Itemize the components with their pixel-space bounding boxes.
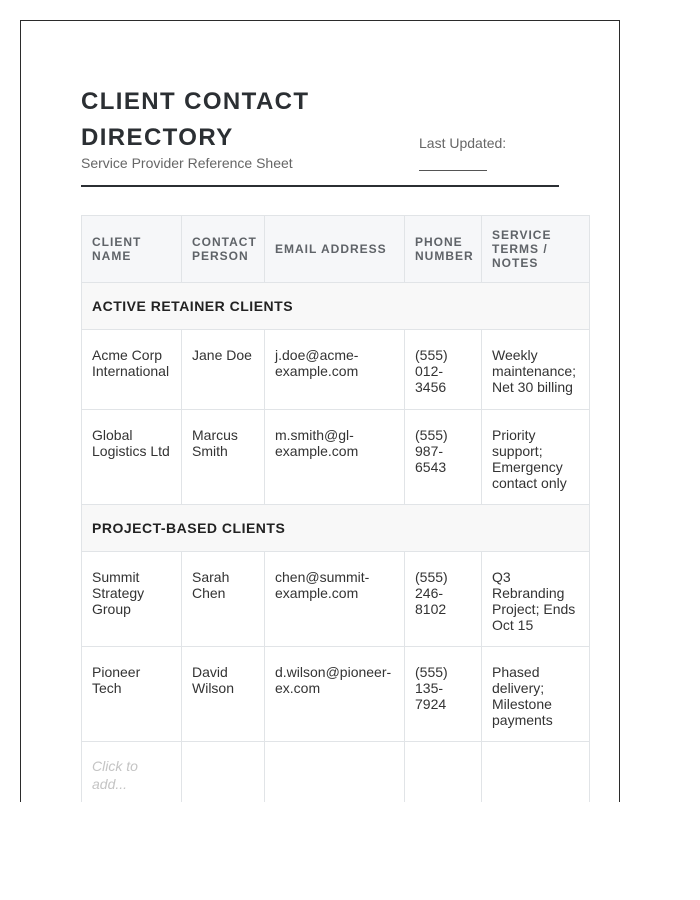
client-directory-table [81,215,590,802]
cell-notes[interactable]: Phased delivery; Milestone payments [482,647,590,742]
add-row-placeholder[interactable]: Click to add... [92,758,138,792]
cell-notes[interactable]: Weekly maintenance; Net 30 billing [482,330,590,410]
empty-cell[interactable] [405,742,482,803]
cell-notes[interactable]: Q3 Rebranding Project; Ends Oct 15 [482,552,590,647]
table-header-row [82,216,590,283]
empty-cell[interactable] [265,742,405,803]
cell-email[interactable]: m.smith@gl-example.com [265,410,405,505]
table-row [82,410,590,505]
section-row-active-retainer [82,283,590,330]
section-title: PROJECT-BASED CLIENTS [82,505,590,552]
add-row-cell[interactable] [82,742,182,803]
column-header-email-address: EMAIL ADDRESS [265,216,405,283]
cell-email[interactable]: chen@summit-example.com [265,552,405,647]
cell-phone[interactable]: (555) 246-8102 [405,552,482,647]
cell-contact-person[interactable]: Sarah Chen [182,552,265,647]
table-row [82,330,590,410]
section-row-project-based [82,505,590,552]
empty-cell[interactable] [182,742,265,803]
cell-phone[interactable]: (555) 135-7924 [405,647,482,742]
cell-client-name[interactable]: Global Logistics Ltd [82,410,182,505]
cell-phone[interactable]: (555) 987-6543 [405,410,482,505]
column-header-client-name: CLIENT NAME [82,216,182,283]
document-page [20,20,620,802]
document-header [81,81,559,187]
column-header-phone-number: PHONE NUMBER [405,216,482,283]
cell-contact-person[interactable]: Marcus Smith [182,410,265,505]
cell-contact-person[interactable]: David Wilson [182,647,265,742]
column-header-contact-person: CONTACT PERSON [182,216,265,283]
page-subtitle: Service Provider Reference Sheet [81,155,293,171]
cell-client-name[interactable]: Acme Corp International [82,330,182,410]
cell-notes[interactable]: Priority support; Emergency contact only [482,410,590,505]
cell-client-name[interactable]: Pioneer Tech [82,647,182,742]
cell-email[interactable]: d.wilson@pioneer-ex.com [265,647,405,742]
column-header-service-terms: SERVICE TERMS / NOTES [482,216,590,283]
page-title: CLIENT CONTACT DIRECTORY [81,88,310,151]
cell-phone[interactable]: (555) 012-3456 [405,330,482,410]
cell-client-name[interactable]: Summit Strategy Group [82,552,182,647]
add-row [82,742,590,803]
table-row [82,552,590,647]
section-title: ACTIVE RETAINER CLIENTS [82,283,590,330]
cell-contact-person[interactable]: Jane Doe [182,330,265,410]
last-updated-field[interactable] [419,170,487,171]
cell-email[interactable]: j.doe@acme-example.com [265,330,405,410]
last-updated-label: Last Updated: [419,135,507,151]
empty-cell[interactable] [482,742,590,803]
table-row [82,647,590,742]
